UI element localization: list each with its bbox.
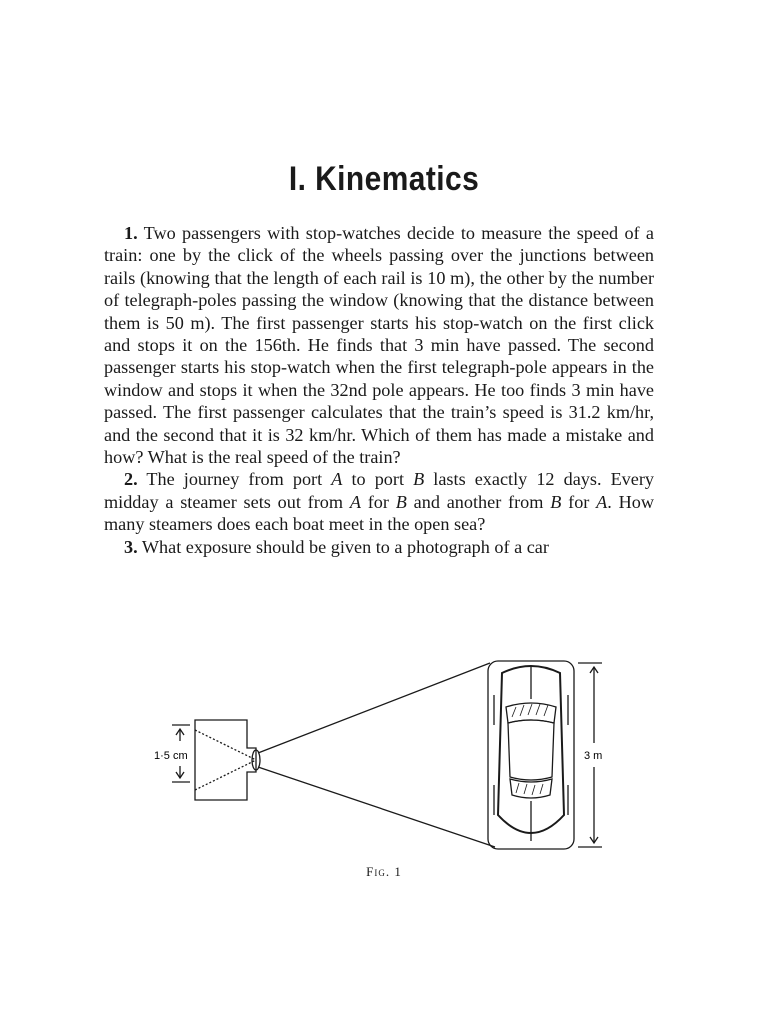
problem-3 <box>104 536 654 558</box>
problem-3-text: What exposure should be given to a photograph of a car <box>141 536 549 557</box>
camera-car-diagram <box>150 655 620 855</box>
camera-body <box>195 720 256 800</box>
problem-2-text-6: for <box>360 491 396 512</box>
problem-1-number: 1. <box>124 223 138 243</box>
problem-1 <box>104 222 654 468</box>
problem-2-text-8: and another from <box>406 491 551 512</box>
problem-2-text-2: to port <box>342 469 414 490</box>
ray-top <box>258 663 490 753</box>
figure-1 <box>150 655 620 855</box>
chapter-title: I. Kinematics <box>288 160 480 198</box>
problem-2-var-b: B <box>395 491 407 512</box>
problem-2-var-b: B <box>550 491 562 512</box>
problem-1-text: Two passengers with stop-watches decide to measure the speed of a train: one by the click of the wheels passing over the junctions between rails (knowing that the length of each rail is 10 m), the other by the number of telegraph-poles passing the window (knowing that the distance between them is 50 m). The first passenger starts his stop-watch on the first click and stops it on the 156th. He finds that 3 min have passed. The second passenger starts his stop-watch when the first telegraph-pole appears in the window and stops it when the 32nd pole appears. He too finds 3 min have passed. The first passenger calculates that the train’s speed is 31.2 km/hr, and the second that it is 32 km/hr. Which of them has made a mistake and how? What is the real speed of the train? <box>104 223 654 468</box>
figure-caption: Fig. 1 <box>366 864 402 879</box>
problem-2-text-10: for <box>561 491 597 512</box>
problem-3-number: 3. <box>124 536 138 557</box>
problem-2-var-a: A <box>331 469 343 490</box>
problem-2-var-b: B <box>413 469 425 490</box>
ray-bottom <box>258 767 495 847</box>
problems-text <box>104 222 654 558</box>
problem-2 <box>104 468 654 535</box>
problem-2-text-0: The journey from port <box>146 469 332 490</box>
problem-2-number: 2. <box>124 469 138 490</box>
problem-2-text-12: . How many steamers does each boat meet in the open sea? <box>104 491 654 535</box>
dimension-label-left: 1·5 cm <box>154 750 188 762</box>
problem-2-var-a: A <box>596 491 608 512</box>
problem-2-var-a: A <box>349 491 361 512</box>
dimension-label-right: 3 m <box>584 750 603 762</box>
car-rear-window <box>510 779 552 798</box>
problem-2-text-4: lasts exactly 12 days. Every midday a steamer sets out from <box>104 469 655 512</box>
